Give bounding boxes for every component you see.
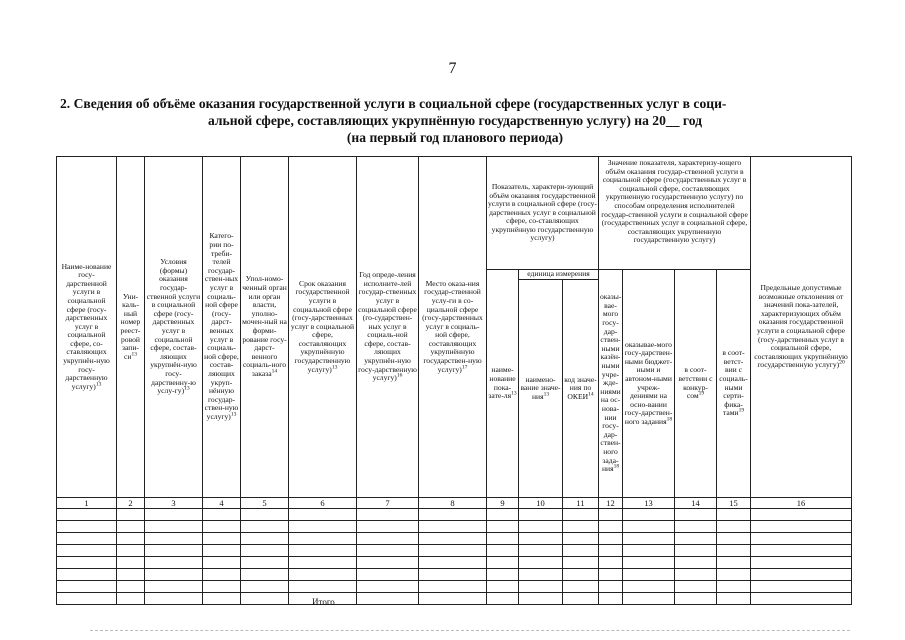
table-cell <box>419 593 487 605</box>
table-cell <box>599 533 623 545</box>
table-cell <box>717 593 751 605</box>
table-cell <box>357 569 419 581</box>
header-volume-indicator-group: Показатель, характери-зующий объём оказания государственной услуги в социальной сфере (госу-дарственных услуг в социальной сфере, со-ставляющих укрупнённую государственную услугу) <box>487 157 599 270</box>
header-service-place: Место оказа-ния государ-ственной услу-ги в со-циальной сфере (госу-дарственных услуг в социаль-ной сфере, составляющих укрупнённую государствен-ную услугу)$^{17}$ <box>419 157 487 498</box>
table-cell <box>563 545 599 557</box>
column-numbers-row <box>57 498 852 509</box>
table-cell <box>563 593 599 605</box>
table-cell <box>203 521 241 533</box>
column-number: 6 <box>289 498 357 509</box>
table-cell <box>623 593 675 605</box>
table-cell <box>241 533 289 545</box>
table-cell <box>241 569 289 581</box>
table-row <box>57 581 852 593</box>
table-cell <box>599 581 623 593</box>
table-cell <box>419 533 487 545</box>
table-cell <box>203 557 241 569</box>
table-cell <box>487 533 519 545</box>
table-cell <box>241 557 289 569</box>
table-cell <box>357 521 419 533</box>
header-okei-code: код значе-ния по ОКЕИ$^{14}$ <box>563 280 599 498</box>
table-cell <box>751 545 852 557</box>
table-cell <box>623 521 675 533</box>
table-cell <box>751 521 852 533</box>
table-cell <box>519 521 563 533</box>
table-cell <box>675 533 717 545</box>
table-cell <box>717 581 751 593</box>
table-cell <box>117 569 145 581</box>
table-cell <box>487 545 519 557</box>
column-number: 2 <box>117 498 145 509</box>
table-cell <box>203 593 241 605</box>
table-cell <box>599 593 623 605</box>
table-cell <box>487 569 519 581</box>
table-cell <box>203 533 241 545</box>
table-row <box>57 509 852 521</box>
header-consumer-categories: Катего-рии по-треби-телей государ-ствен-ных услуг в социаль-ной сфере (госу-дарст-венных услуг в социаль-ной сфере, состав-ляющих укруп-нённую государ-ствен-ную услугу)$^{13}$ <box>203 157 241 498</box>
table-cell <box>717 569 751 581</box>
table-row <box>57 533 852 545</box>
header-indicator-value-group: Значение показателя, характеризу-ющего объём оказания государ-ственной услуги в социальной сфере (государственных услуг в социальной сфере, составляющих укрупненную государственную услугу) по способам определения исполнителей государ-ственной услуги в социальной сфере (государственных услуг в социальной сфере, составляющих укрупненную государственную услугу) <box>599 157 751 270</box>
table-cell <box>145 521 203 533</box>
table-cell <box>751 593 852 605</box>
table-cell <box>675 545 717 557</box>
table-cell <box>599 545 623 557</box>
table-cell <box>519 509 563 521</box>
table-cell <box>599 569 623 581</box>
table-row <box>57 557 852 569</box>
table-cell <box>57 509 117 521</box>
table-cell <box>357 593 419 605</box>
column-number: 14 <box>675 498 717 509</box>
table-cell <box>117 581 145 593</box>
table-cell <box>241 581 289 593</box>
table-cell <box>117 533 145 545</box>
table-cell <box>357 545 419 557</box>
table-cell <box>117 521 145 533</box>
table-row <box>57 521 852 533</box>
table-cell <box>289 581 357 593</box>
volume-indicators-table <box>56 156 852 605</box>
table-cell <box>357 557 419 569</box>
table-cell <box>751 581 852 593</box>
column-number: 15 <box>717 498 751 509</box>
section-title-line-1: 2. Сведения об объёме оказания государственной услуги в социальной сфере (государственных услуг в соци- <box>60 96 727 111</box>
column-number: 8 <box>419 498 487 509</box>
table-cell <box>519 557 563 569</box>
table-cell <box>357 581 419 593</box>
total-label: Итого <box>312 597 335 607</box>
table-cell <box>563 533 599 545</box>
table-cell <box>519 533 563 545</box>
table-cell <box>57 569 117 581</box>
table-cell <box>241 545 289 557</box>
section-title-line-2: альной сфере, составляющих укрупнённую государственную услугу) на 20__ год <box>207 113 703 128</box>
column-number: 13 <box>623 498 675 509</box>
header-value-name: наимено-вание значе-ния$^{13}$ <box>519 280 563 498</box>
table-cell <box>289 521 357 533</box>
table-cell <box>57 557 117 569</box>
table-row <box>57 569 852 581</box>
table-cell <box>145 533 203 545</box>
table-cell <box>241 509 289 521</box>
table-cell <box>717 545 751 557</box>
table-cell <box>241 593 289 605</box>
header-by-certificates: в соот-ветст-вии с социаль-ными серти-фика-тами$^{19}$ <box>717 270 751 498</box>
table-cell <box>203 581 241 593</box>
page-number: 7 <box>448 60 457 77</box>
column-number: 16 <box>751 498 852 509</box>
column-number: 10 <box>519 498 563 509</box>
table-row <box>57 593 852 605</box>
table-cell <box>519 569 563 581</box>
column-number: 1 <box>57 498 117 509</box>
table-cell <box>487 521 519 533</box>
table-cell <box>623 545 675 557</box>
header-service-conditions: Условия (формы) оказания государ-ственной услуги в социальной сфере (госу-дарственных услуг в социальной сфере, состав-ляющих укрупнён-ную госу-дарственну-ю услу-гу)$^{13}$ <box>145 157 203 498</box>
table-cell <box>145 569 203 581</box>
table-cell <box>487 509 519 521</box>
table-cell <box>419 581 487 593</box>
table-cell <box>203 509 241 521</box>
footer-divider <box>90 630 850 631</box>
table-cell <box>117 557 145 569</box>
header-indicator-name: наиме-нование пока-$зате-ля^{13}$ <box>487 270 519 498</box>
table-cell <box>57 581 117 593</box>
column-number: 9 <box>487 498 519 509</box>
table-cell <box>675 521 717 533</box>
table-cell <box>117 593 145 605</box>
table-cell <box>357 533 419 545</box>
table-cell <box>57 593 117 605</box>
table-cell <box>599 557 623 569</box>
table-cell <box>57 533 117 545</box>
table-cell <box>145 545 203 557</box>
table-cell <box>717 557 751 569</box>
table-cell <box>419 557 487 569</box>
table-cell <box>57 545 117 557</box>
table-cell <box>563 569 599 581</box>
table-cell <box>751 533 852 545</box>
table-cell <box>145 581 203 593</box>
table-cell <box>289 533 357 545</box>
table-cell <box>419 521 487 533</box>
table-cell <box>519 545 563 557</box>
table-cell <box>519 581 563 593</box>
table-cell <box>675 593 717 605</box>
table-cell <box>203 569 241 581</box>
table-cell <box>203 545 241 557</box>
column-number: 5 <box>241 498 289 509</box>
table-cell <box>563 521 599 533</box>
table-cell <box>487 557 519 569</box>
table-cell <box>717 533 751 545</box>
column-number: 7 <box>357 498 419 509</box>
table-cell <box>289 545 357 557</box>
column-number: 3 <box>145 498 203 509</box>
table-cell <box>563 509 599 521</box>
table-cell <box>419 545 487 557</box>
table-cell <box>751 569 852 581</box>
table-cell <box>717 521 751 533</box>
header-executor-year: Год опреде-ления исполните-лей государ-ственных услуг в социальной сфере (го-сударствен-ных услуг в социаль-ной сфере, состав-ляющих укрупнён-ную госу-дарственную услугу)$^{16}$ <box>357 157 419 498</box>
table-cell <box>675 509 717 521</box>
table-cell <box>675 569 717 581</box>
header-allowed-deviations: Предельные допустимые возможные отклонения от значений пока-зателей, характеризующих объём оказания государственной услуги в социальной сфере (госу-дарственных услуг в социальной сфере, составляющих укрупнённую государственную услугу)$^{20}$ <box>751 157 852 498</box>
table-cell <box>419 569 487 581</box>
table-cell <box>145 557 203 569</box>
table-cell <box>357 509 419 521</box>
table-cell <box>623 569 675 581</box>
section-title <box>60 95 850 146</box>
column-number: 4 <box>203 498 241 509</box>
header-budget-institutions: оказывае-мого госу-дарствен-ными бюджет-ными и автоном-ными учреж-дениями на осно-вании госу-дарствен-ного задания$^{18}$ <box>623 270 675 498</box>
header-service-name: Наиме-нование госу-дарственной услуги в социальной сфере (госу-дарственных услуг в социальной сфере, со-ставляющих укрупнён-ную госу-дарственную услугу)$^{13}$ <box>57 157 117 498</box>
table-cell <box>117 509 145 521</box>
table-cell <box>599 509 623 521</box>
table-cell <box>563 557 599 569</box>
table-cell <box>717 509 751 521</box>
table-cell <box>563 581 599 593</box>
column-number: 12 <box>599 498 623 509</box>
table-cell <box>289 557 357 569</box>
table-cell <box>519 593 563 605</box>
header-state-owned-institutions: оказы-вае-мого госу-дар-ствен-ными казён-ными учре-жде-ниями на ос-нова-нии госу-дар-ствен-ного зада-ния$^{18}$ <box>599 270 623 498</box>
column-number: 11 <box>563 498 599 509</box>
table-cell <box>675 581 717 593</box>
table-cell <box>751 557 852 569</box>
table-body <box>57 509 852 605</box>
header-measurement-unit: единица измерения <box>519 270 599 280</box>
table-cell <box>289 569 357 581</box>
table-cell <box>623 509 675 521</box>
table-cell <box>419 509 487 521</box>
table-cell <box>145 509 203 521</box>
table-cell <box>599 521 623 533</box>
table-cell <box>751 509 852 521</box>
table-cell <box>487 593 519 605</box>
section-title-line-3: (на первый год планового периода) <box>346 130 564 145</box>
table-cell <box>117 545 145 557</box>
header-registry-number: Уни-каль-ный номер реест-ровой запи-$си^{13}$ <box>117 157 145 498</box>
table-cell <box>145 593 203 605</box>
table-cell <box>241 521 289 533</box>
table-cell <box>487 581 519 593</box>
table-cell <box>57 521 117 533</box>
table-cell <box>675 557 717 569</box>
header-service-term: Срок оказания государственной услуги в социальной сфере (госу-дарственных услуг в социальной сфере, составляющих укрупнённую государственную услугу)$^{13}$ <box>289 157 357 498</box>
table-cell <box>623 557 675 569</box>
table-cell <box>623 533 675 545</box>
table-cell <box>623 581 675 593</box>
header-by-contest: в соот-ветствии с конкур-сом$^{19}$ <box>675 270 717 498</box>
table-cell <box>289 509 357 521</box>
table-row <box>57 545 852 557</box>
header-authorized-body: Упол-номо-ченный орган или орган власти, уполно-мочен-ный на форми-рование госу-дарст-венного социаль-ного заказа$^{14}$ <box>241 157 289 498</box>
